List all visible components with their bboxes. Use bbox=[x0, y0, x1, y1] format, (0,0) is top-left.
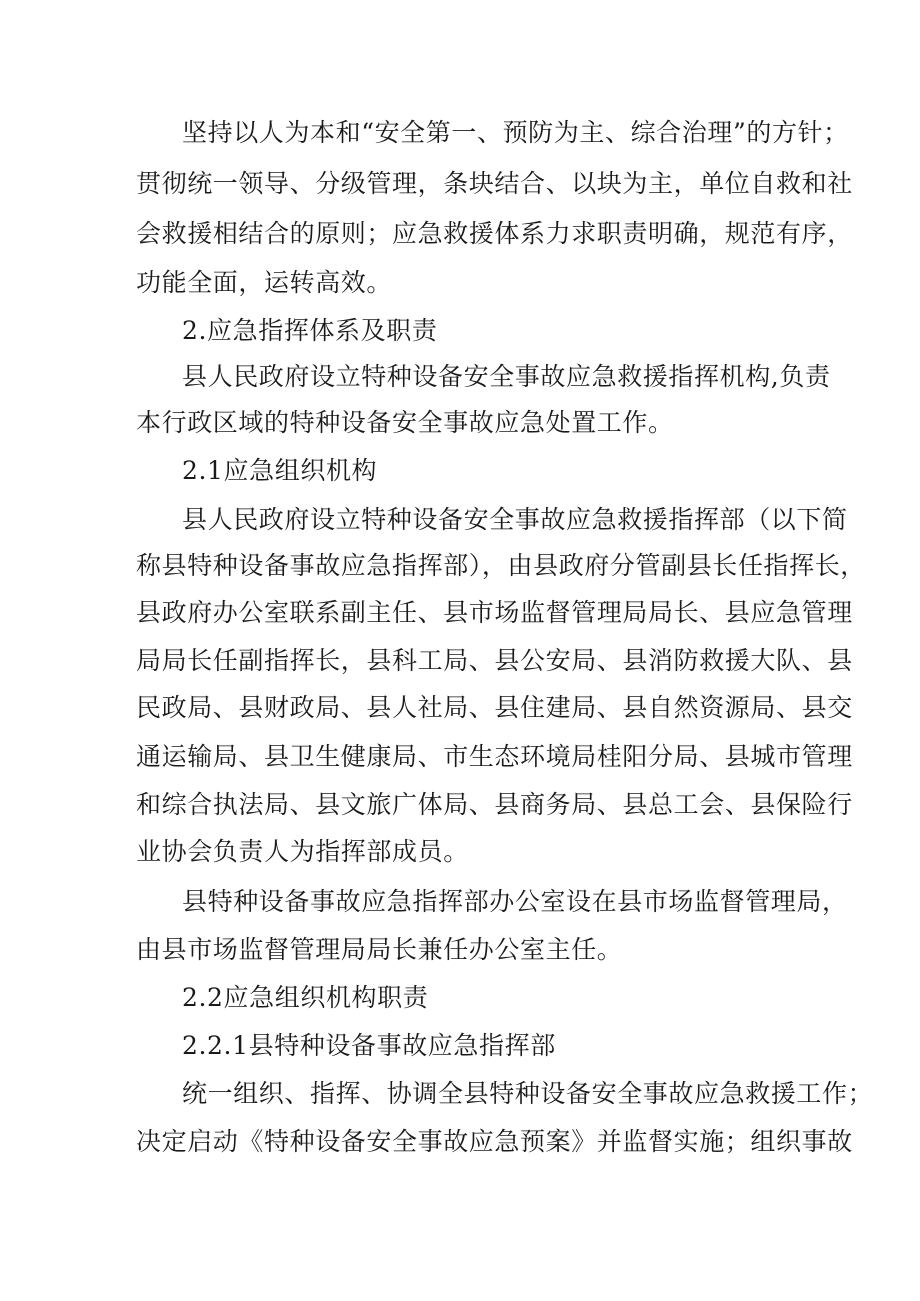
paragraph-line: 县政府办公室联系副主任、县市场监督管理局局长、县应急管理 bbox=[136, 598, 853, 627]
paragraph-line: 统一组织、指挥、协调全县特种设备安全事故应急救援工作； bbox=[182, 1079, 874, 1108]
section-heading: 2.应急指挥体系及职责 bbox=[182, 316, 438, 345]
paragraph-line: 会救援相结合的原则；应急救援体系力求职责明确，规范有序， bbox=[136, 219, 853, 248]
paragraph-line: 功能全面，运转高效。 bbox=[136, 268, 393, 297]
paragraph-line: 称县特种设备事故应急指挥部），由县政府分管副县长任指挥长， bbox=[136, 551, 866, 580]
paragraph-line: 县人民政府设立特种设备安全事故应急救援指挥部（以下简 bbox=[182, 505, 848, 534]
paragraph-line: 决定启动《特种设备安全事故应急预案》并监督实施；组织事故 bbox=[136, 1127, 853, 1156]
paragraph-line: 民政局、县财政局、县人社局、县住建局、县自然资源局、县交 bbox=[136, 693, 853, 722]
paragraph-line: 坚持以人为本和“安全第一、预防为主、综合治理”的方针； bbox=[182, 118, 849, 147]
subsection-heading: 2.1应急组织机构 bbox=[182, 456, 378, 485]
paragraph-line: 局局长任副指挥长，县科工局、县公安局、县消防救援大队、县 bbox=[136, 646, 853, 675]
paragraph-line: 业协会负责人为指挥部成员。 bbox=[136, 837, 469, 866]
paragraph-line: 本行政区域的特种设备安全事故应急处置工作。 bbox=[136, 408, 674, 437]
subsection-heading: 2.2.1县特种设备事故应急指挥部 bbox=[182, 1031, 556, 1060]
paragraph-line: 贯彻统一领导、分级管理，条块结合、以块为主，单位自救和社 bbox=[136, 169, 853, 198]
paragraph-line: 和综合执法局、县文旅广体局、县商务局、县总工会、县保险行 bbox=[136, 790, 853, 819]
paragraph-line: 县人民政府设立特种设备安全事故应急救援指挥机构,负责 bbox=[182, 362, 831, 391]
paragraph-line: 通运输局、县卫生健康局、市生态环境局桂阳分局、县城市管理 bbox=[136, 742, 853, 771]
subsection-heading: 2.2应急组织机构职责 bbox=[182, 983, 429, 1012]
paragraph-line: 县特种设备事故应急指挥部办公室设在县市场监督管理局， bbox=[182, 887, 848, 916]
paragraph-line: 由县市场监督管理局局长兼任办公室主任。 bbox=[136, 935, 623, 964]
